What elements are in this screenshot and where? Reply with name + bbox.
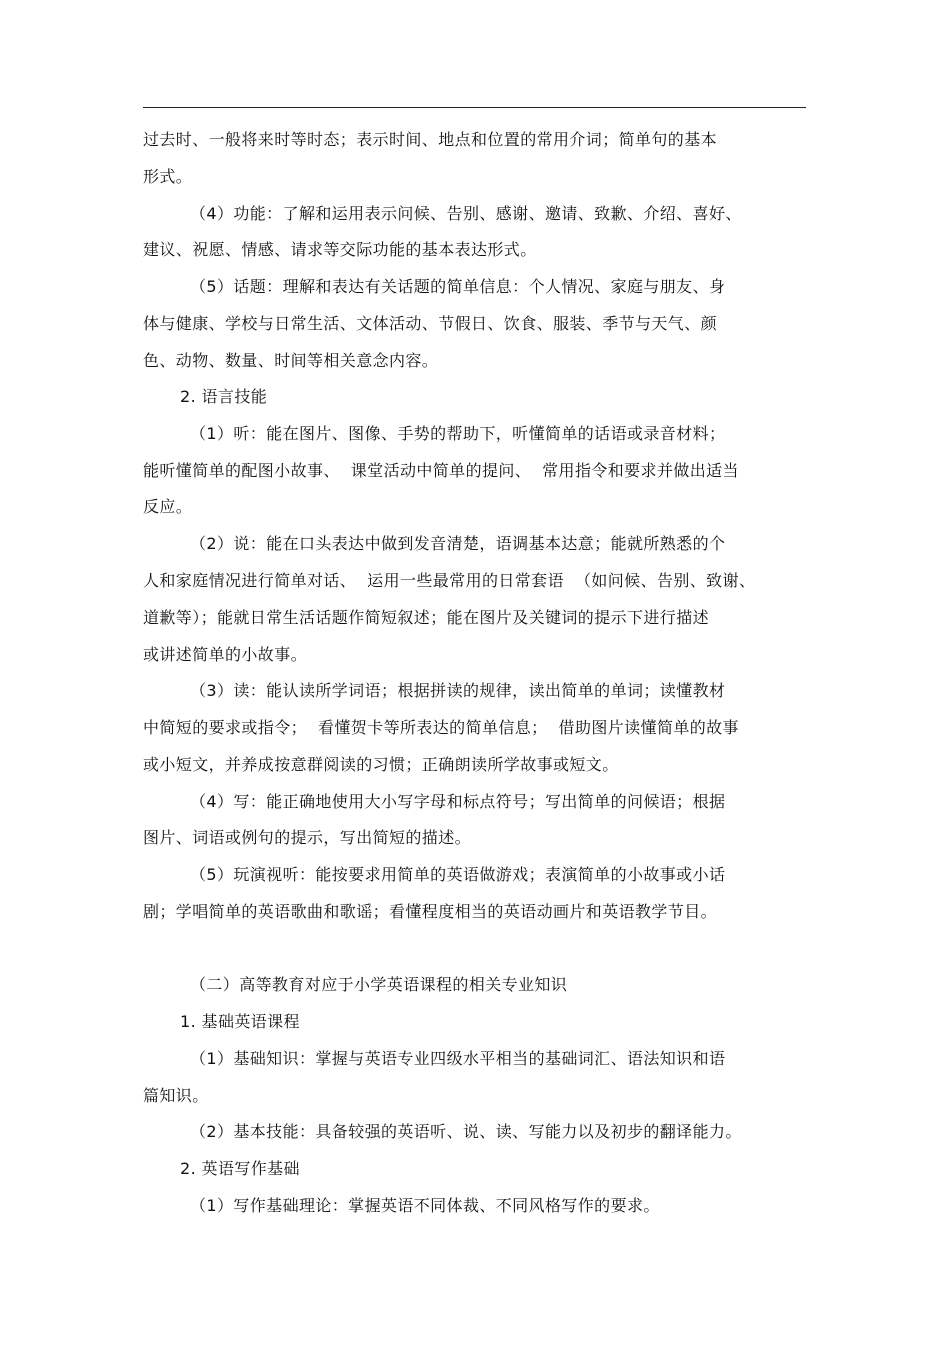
text-line: （4）写：能正确地使用大小写字母和标点符号；写出简单的问候语；根据 [190, 792, 726, 811]
section-heading: 2. 英语写作基础 [180, 1159, 300, 1178]
header-rule [143, 107, 806, 108]
text-line: 反应。 [143, 497, 193, 516]
text-line: 篇知识。 [143, 1086, 209, 1105]
text-line: （5）玩演视听：能按要求用简单的英语做游戏；表演简单的小故事或小话 [190, 865, 726, 884]
text-line: 或讲述简单的小故事。 [143, 645, 308, 664]
text-line: （1）听：能在图片、图像、手势的帮助下，听懂简单的话语或录音材料； [190, 424, 726, 443]
text-line: 建议、祝愿、情感、请求等交际功能的基本表达形式。 [143, 240, 537, 259]
section-heading: （二）高等教育对应于小学英语课程的相关专业知识 [190, 975, 568, 994]
text-line: 色、动物、数量、时间等相关意念内容。 [143, 351, 439, 370]
text-line: 或小短文，并养成按意群阅读的习惯；正确朗读所学故事或短文。 [143, 755, 619, 774]
text-line: 道歉等）；能就日常生活话题作简短叙述；能在图片及关键词的提示下进行描述 [143, 608, 710, 627]
text-line: 能听懂简单的配图小故事、 课堂活动中简单的提问、 常用指令和要求并做出适当 [143, 461, 739, 480]
text-line: （5）话题：理解和表达有关话题的简单信息：个人情况、家庭与朋友、身 [190, 277, 726, 296]
section-heading: 2. 语言技能 [180, 387, 268, 406]
text-line: （3）读：能认读所学词语；根据拼读的规律，读出简单的单词；读懂教材 [190, 681, 726, 700]
text-line: 剧；学唱简单的英语歌曲和歌谣；看懂程度相当的英语动画片和英语教学节目。 [143, 902, 718, 921]
text-line: 中简短的要求或指令； 看懂贺卡等所表达的简单信息； 借助图片读懂简单的故事 [143, 718, 739, 737]
text-line: （1）写作基础理论：掌握英语不同体裁、不同风格写作的要求。 [190, 1196, 660, 1215]
text-line: （2）基本技能：具备较强的英语听、说、读、写能力以及初步的翻译能力。 [190, 1122, 742, 1141]
text-line: （1）基础知识：掌握与英语专业四级水平相当的基础词汇、语法知识和语 [190, 1049, 726, 1068]
text-line: 形式。 [143, 167, 193, 186]
text-line: （4）功能：了解和运用表示问候、告别、感谢、邀请、致歉、介绍、喜好、 [190, 204, 742, 223]
text-line: 体与健康、学校与日常生活、文体活动、节假日、饮食、服装、季节与天气、颜 [143, 314, 718, 333]
section-heading: 1. 基础英语课程 [180, 1012, 300, 1031]
text-line: （2）说：能在口头表达中做到发音清楚，语调基本达意；能就所熟悉的个 [190, 534, 726, 553]
text-line: 图片、词语或例句的提示，写出简短的描述。 [143, 828, 472, 847]
text-line: 过去时、一般将来时等时态；表示时间、地点和位置的常用介词；简单句的基本 [143, 130, 718, 149]
text-line: 人和家庭情况进行简单对话、 运用一些最常用的日常套语 （如问候、告别、致谢、 [143, 571, 756, 590]
